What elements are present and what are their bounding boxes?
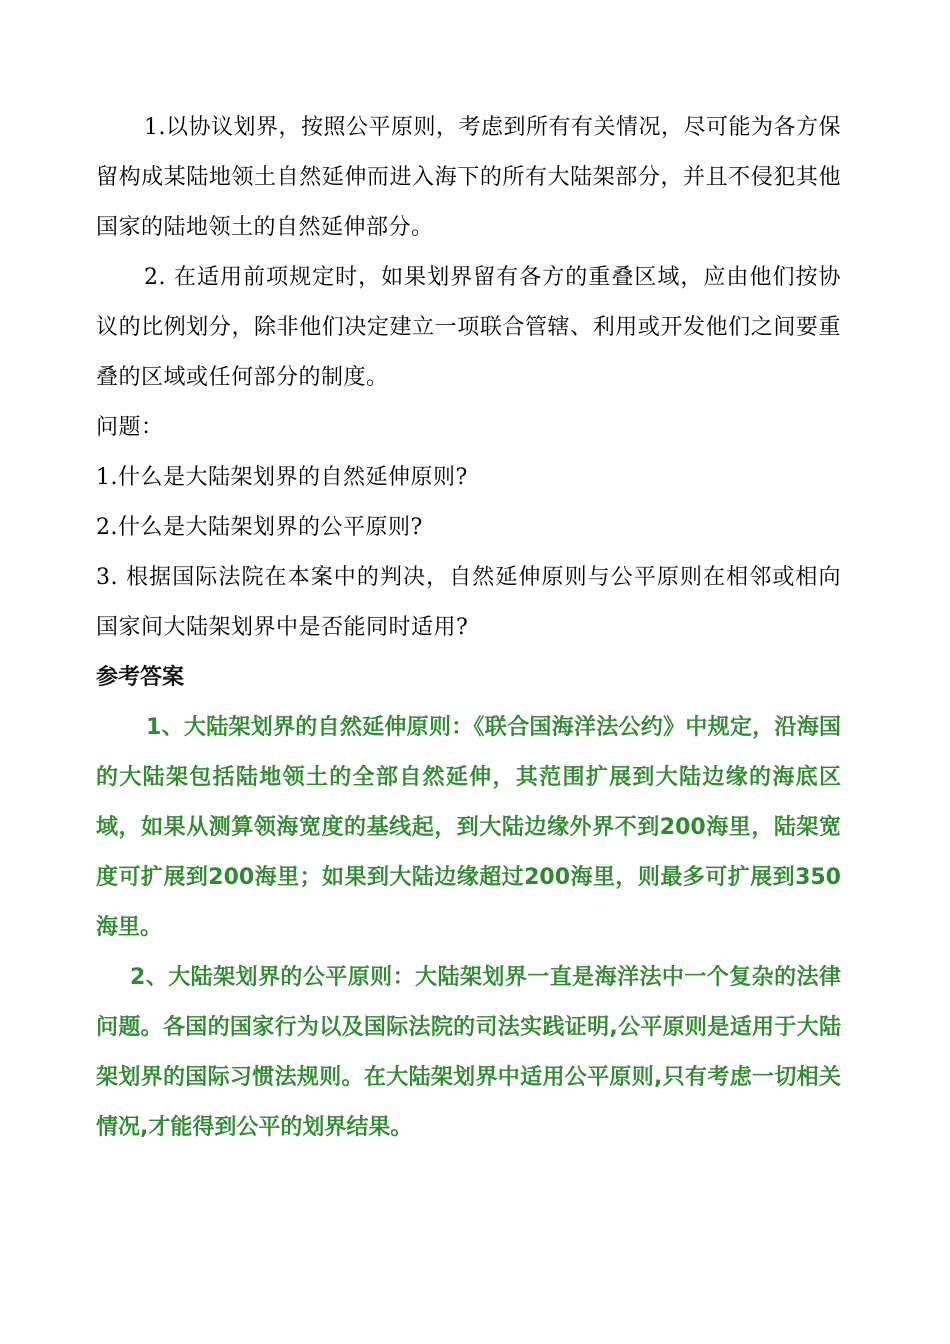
question-item-1: 1.什么是大陆架划界的自然延伸原则? — [96, 465, 468, 490]
question-item-3: 3. 根据国际法院在本案中的判决，自然延伸原则与公平原则在相邻或相向国家间大陆架划界中是否能同时适用? — [96, 565, 841, 640]
answers-heading: 参考答案 — [96, 665, 185, 690]
question-item-2: 2.什么是大陆架划界的公平原则? — [96, 515, 423, 540]
document-page — [96, 103, 841, 1153]
provision-paragraph-1: 1.以协议划界，按照公平原则，考虑到所有有关情况，尽可能为各方保留构成某陆地领土自然延伸而进入海下的所有大陆架部分，并且不侵犯其他国家的陆地领土的自然延伸部分。 — [96, 115, 841, 240]
answer-paragraph-2: 2、大陆架划界的公平原则：大陆架划界一直是海洋法中一个复杂的法律问题。各国的国家行为以及国际法院的司法实践证明,公平原则是适用于大陆架划界的国际习惯法规则。在大陆架划界中适用公平原则,只有考虑一切相关情况,才能得到公平的划界结果。 — [96, 965, 841, 1140]
answer-paragraph-1: 1、大陆架划界的自然延伸原则：《联合国海洋法公约》中规定，沿海国的大陆架包括陆地领土的全部自然延伸，其范围扩展到大陆边缘的海底区域，如果从测算领海宽度的基线起，到大陆边缘外界不到200海里，陆架宽度可扩展到200海里；如果到大陆边缘超过200海里，则最多可扩展到350海里。 — [96, 715, 841, 940]
questions-label: 问题： — [96, 415, 164, 440]
provision-paragraph-2: 2. 在适用前项规定时，如果划界留有各方的重叠区域，应由他们按协议的比例划分，除非他们决定建立一项联合管辖、利用或开发他们之间要重叠的区域或任何部分的制度。 — [96, 265, 841, 390]
